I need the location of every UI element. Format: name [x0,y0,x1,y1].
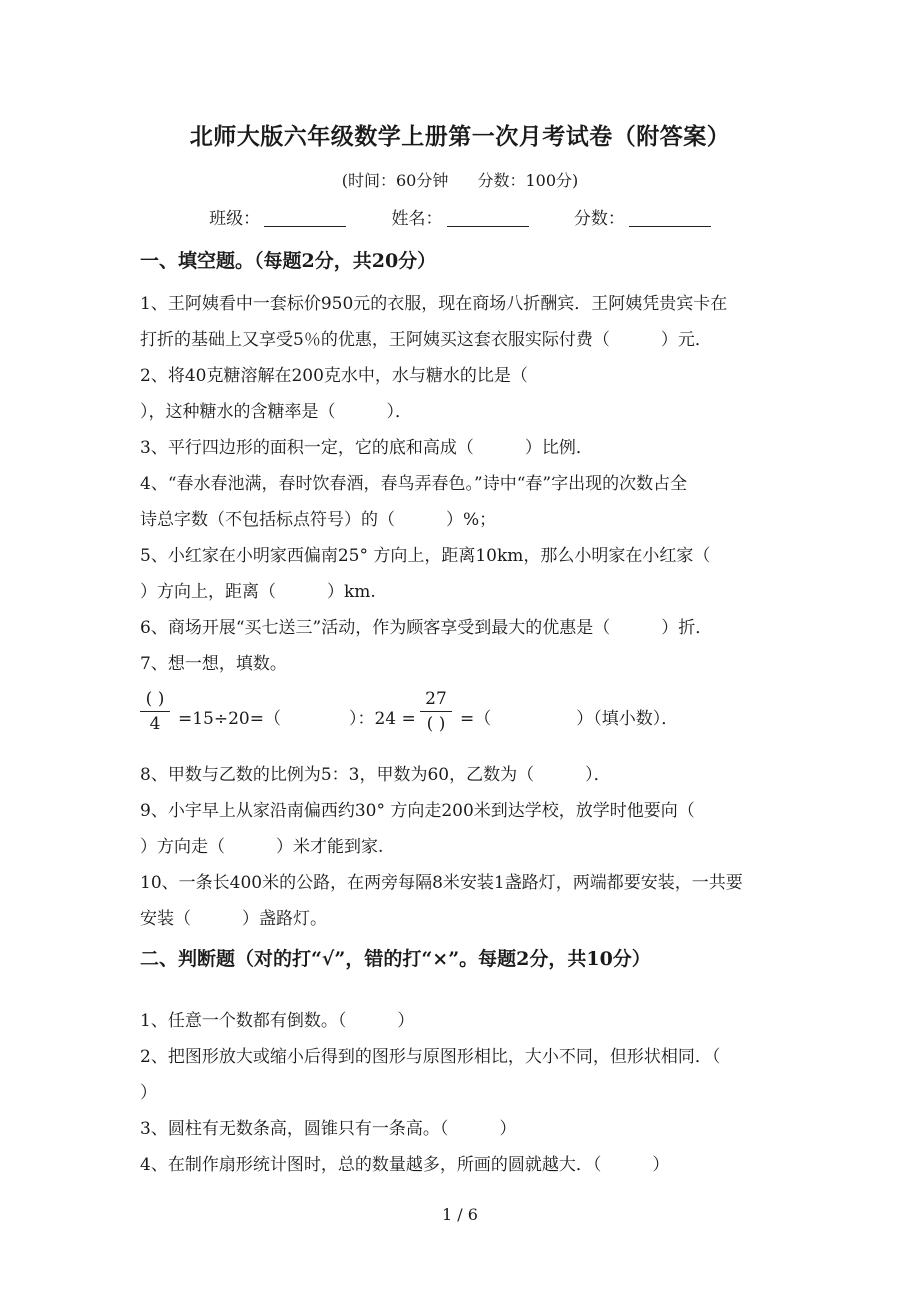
points-label: 分数： [573,209,625,229]
score-info: 分数：100分) [477,171,579,190]
question-line: 3、平行四边形的面积一定，它的底和高成（ ）比例． [140,438,593,458]
fraction-2 [420,689,452,734]
question-line: 4、在制作扇形统计图时，总的数量越多，所画的圆就越大．（ ） [140,1155,670,1175]
question-line: ）方向走（ ）米才能到家. [140,837,384,857]
points-blank[interactable] [629,210,711,227]
question-line: 4、“春水春池满，春时饮春酒，春鸟弄春色。”诗中“春”字出现的次数占全 [140,474,688,494]
name-blank[interactable] [447,210,529,227]
question-line: 2、将40克糖溶解在200克水中，水与糖水的比是（ [140,366,528,386]
fraction-2-denominator: ( ) [426,714,446,734]
class-label: 班级： [209,209,261,229]
question-line: 10、一条长400米的公路，在两旁每隔8米安装1盏路灯，两端都要安装，一共要 [140,873,743,893]
question-line: 2、把图形放大或缩小后得到的图形与原图形相比，大小不同，但形状相同．（ [140,1047,721,1067]
question-line: 6、商场开展“买七送三”活动，作为顾客享受到最大的优惠是（ ）折． [140,618,713,638]
fraction-1-denominator: 4 [149,714,161,734]
question-line: ） [140,1083,157,1103]
question-line: 安装（ ）盏路灯。 [140,909,327,929]
question-line: 1、任意一个数都有倒数。（ ） [140,1011,415,1031]
question-line: ），这种糖水的含糖率是（ ）． [140,402,412,422]
page-title: 北师大版六年级数学上册第一次月考试卷（附答案） [189,123,731,150]
question-line: 诗总字数（不包括标点符号）的（ ）%； [140,510,497,530]
question-line: 8、甲数与乙数的比例为5：3，甲数为60，乙数为（ ）． [140,765,611,785]
student-info-line [0,204,920,229]
class-blank[interactable] [264,210,346,227]
question-line: 7、想一想，填数。 [140,654,287,674]
fraction-1 [140,689,170,734]
question-line: 9、小宇早上从家沿南偏西约30° 方向走200米到达学校，放学时他要向（ [140,801,695,821]
fraction-2-numerator: 27 [420,689,452,712]
question-line: 1、王阿姨看中一套标价950元的衣服，现在商场八折酬宾．王阿姨凭贵宾卡在 [140,294,728,314]
question-line: 打折的基础上又享受5％的优惠，王阿姨买这套衣服实际付费（ ）元． [140,330,712,350]
name-label: 姓名： [391,209,443,229]
section2-heading: 二、判断题（对的打“√”，错的打“×”。每题2分，共10分） [140,948,651,970]
time-info: (时间：60分钟 [341,171,449,190]
name-field [392,204,529,229]
fraction-1-numerator: ( ) [140,689,170,712]
q7-answer-expression: =（ ）（填小数）． [460,709,679,729]
question-line: ）方向上，距离（ ）km. [140,582,376,602]
points-field [574,204,711,229]
question-line: 3、圆柱有无数条高，圆锥只有一条高。（ ） [140,1119,517,1139]
exam-meta [0,168,920,191]
question-line: 5、小红家在小明家西偏南25° 方向上，距离10km，那么小明家在小红家（ [140,546,711,566]
class-field [209,204,346,229]
section1-heading: 一、填空题。（每题2分，共20分） [140,250,437,272]
page-number: 1 / 6 [442,1205,478,1224]
q7-expression: =15÷20=（ ）：24 = [178,709,416,729]
